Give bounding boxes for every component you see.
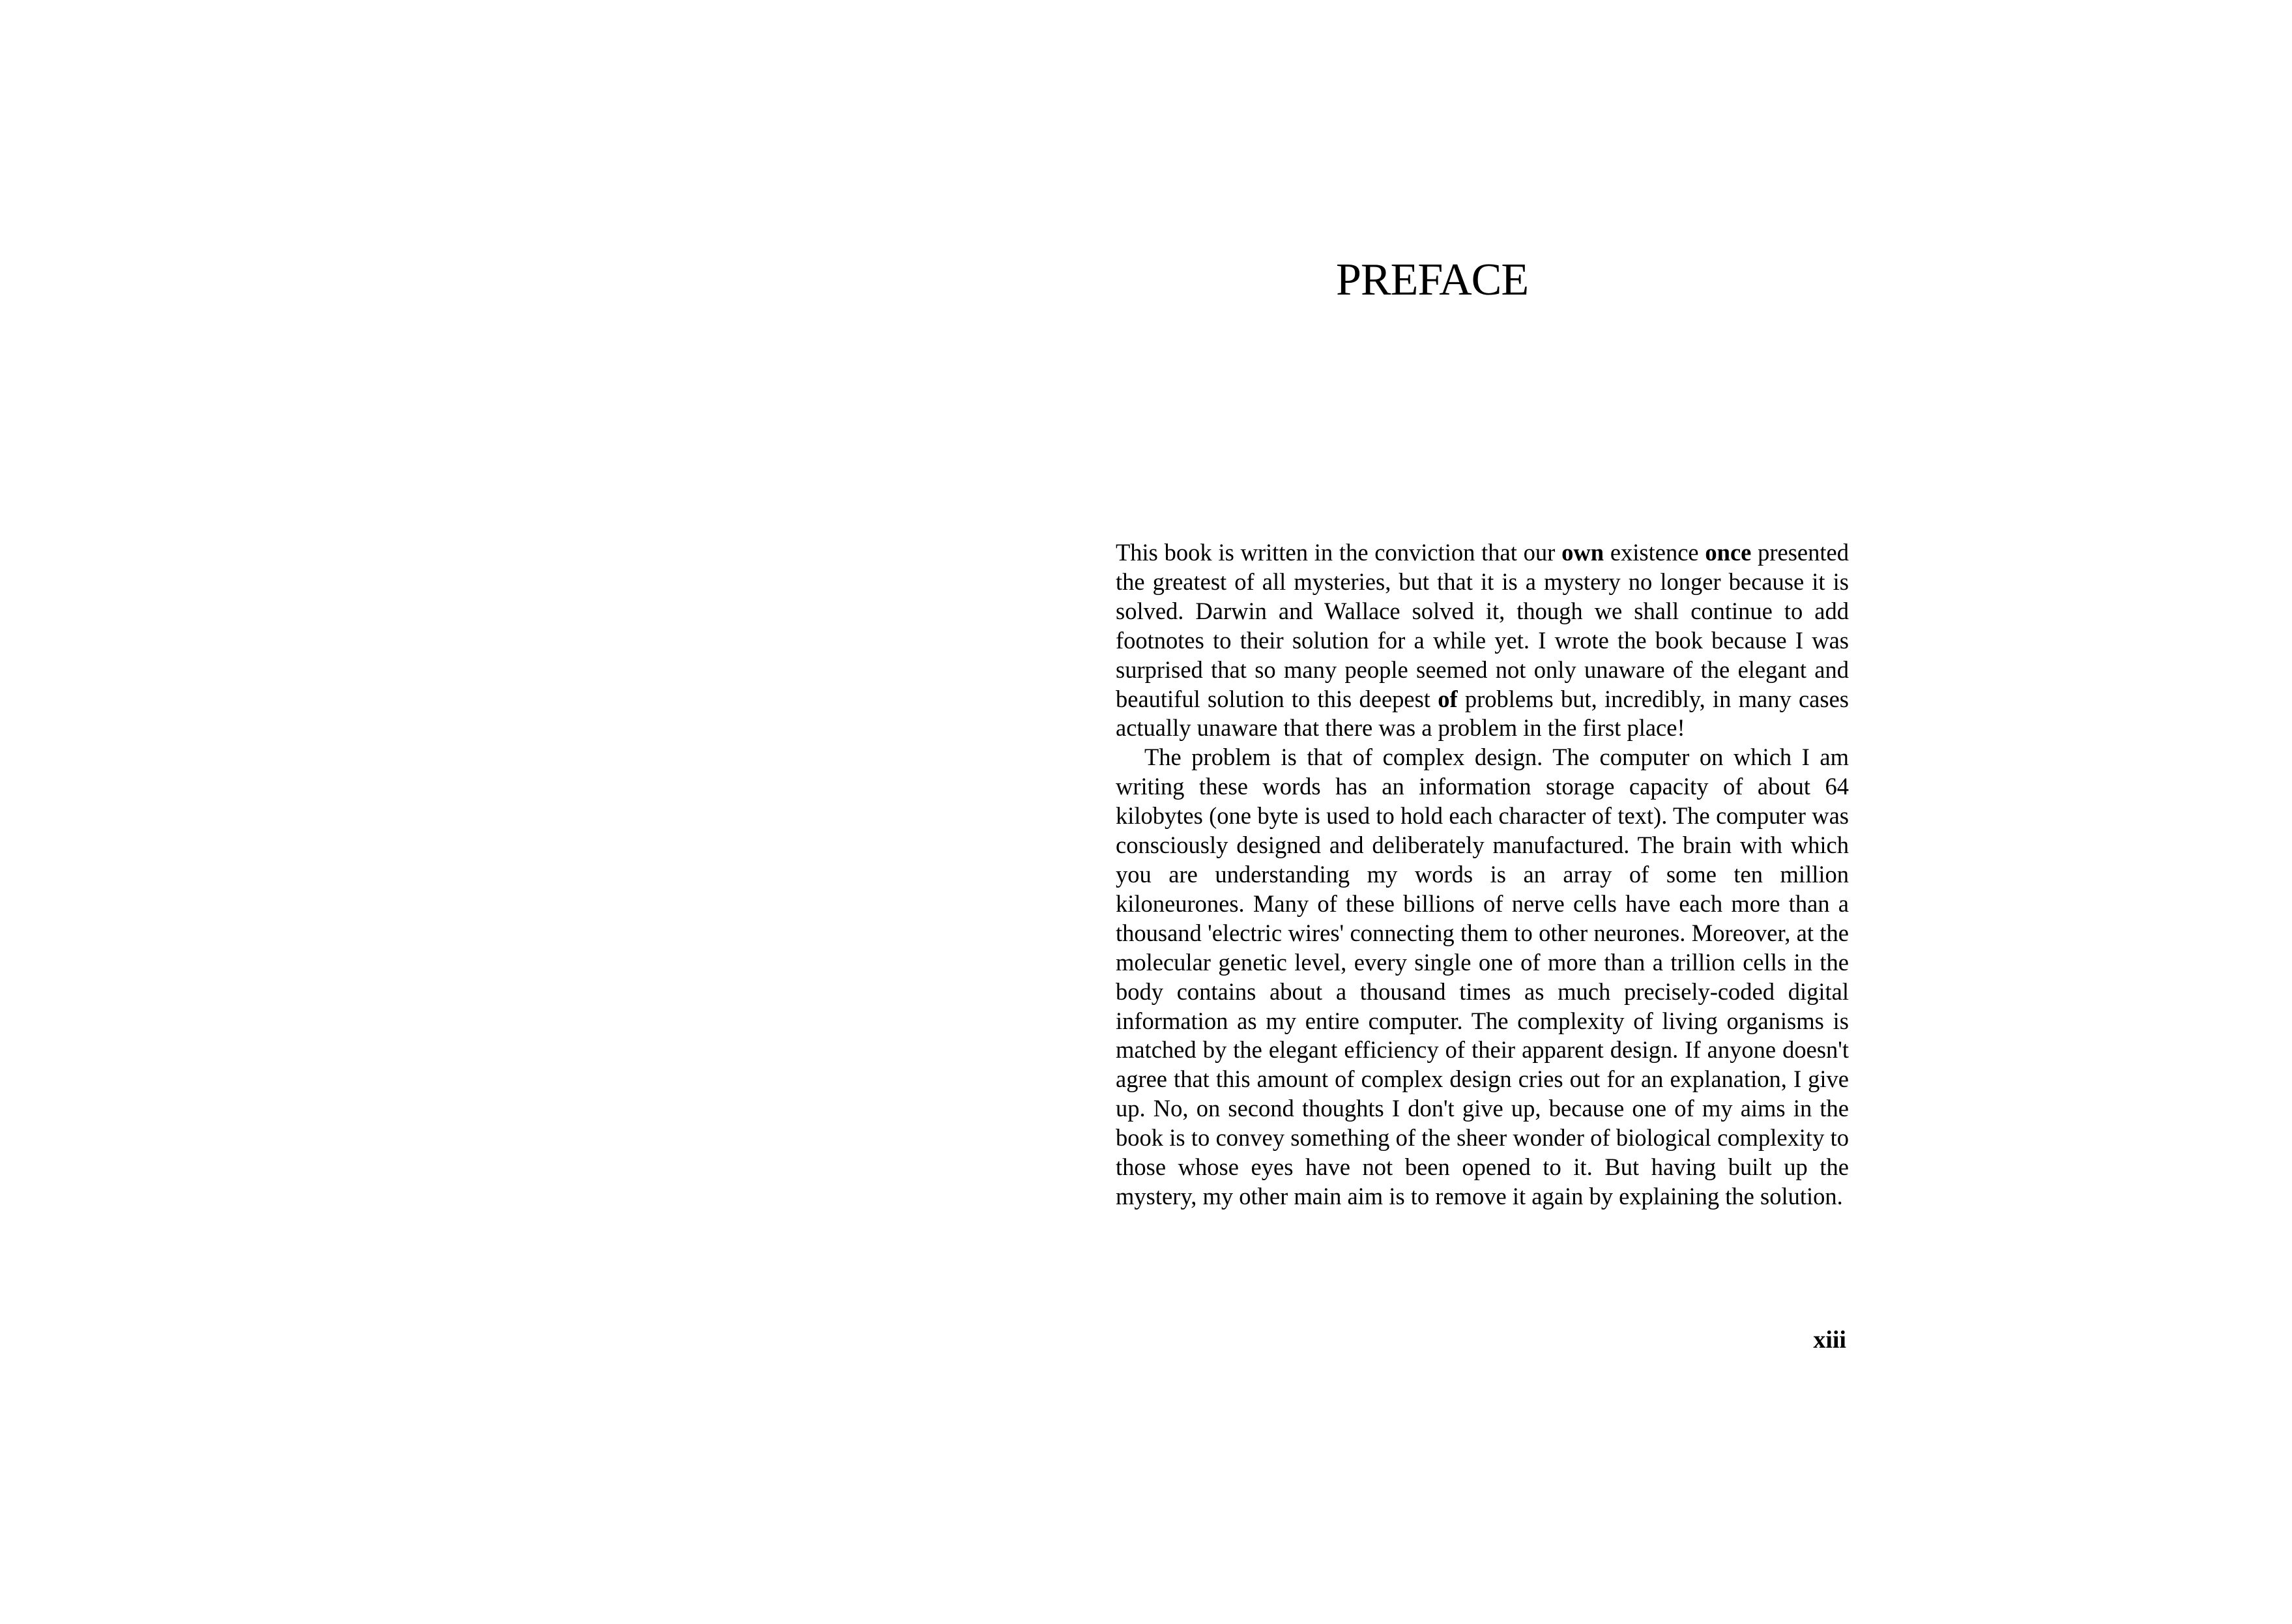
text-run: This book is written in the conviction that our	[1116, 539, 1562, 566]
text-run: existence	[1604, 539, 1705, 566]
page-number: xiii	[1813, 1326, 1846, 1354]
bold-word-once: once	[1705, 539, 1752, 566]
text-run: The problem is that of complex design. The computer on which I am writing these words has an information storage capacity of about 64 kilobytes (one byte is used to hold each character of text). The computer was consciously designed and deliberately manufactured. The brain with which you are understanding my words is an array of some ten million kiloneurones. Many of these billions of nerve cells have each more than a thousand 'electric wires' connecting them to other neurones. Moreover, at the molecular genetic level, every single one of more than a trillion cells in the body contains about a thousand times as much precisely-coded digital information as my entire computer. The complexity of living organisms is matched by the elegant efficiency of their apparent design. If anyone doesn't agree that this amount of complex design cries out for an explanation, I give up. No, on second thoughts I don't give up, because one of my aims in the book is to convey something of the sheer wonder of biological complexity to those whose eyes have not been opened to it. But having built up the mystery, my other main aim is to remove it again by explaining the solution.	[1116, 744, 1849, 1210]
preface-body	[1116, 538, 1849, 1211]
blank-left-page	[0, 0, 1075, 1624]
page-title: PREFACE	[1336, 254, 1529, 305]
bold-word-of: of	[1438, 685, 1458, 712]
paragraph-2	[1116, 743, 1849, 1211]
bold-word-own: own	[1561, 539, 1604, 566]
text-run: problems but, incredibly, in many cases actually unaware that there was a problem in the first place!	[1116, 685, 1849, 742]
text-run: presented the greatest of all mysteries, but that it is a mystery no longer because it is solved. Darwin and Wallace solved it, though we shall continue to add footnotes to their solution for a while yet. I wrote the book because I was surprised that so many people seemed not only unaware of the elegant and beautiful solution to this deepest	[1116, 539, 1849, 712]
paragraph-1	[1116, 538, 1849, 743]
